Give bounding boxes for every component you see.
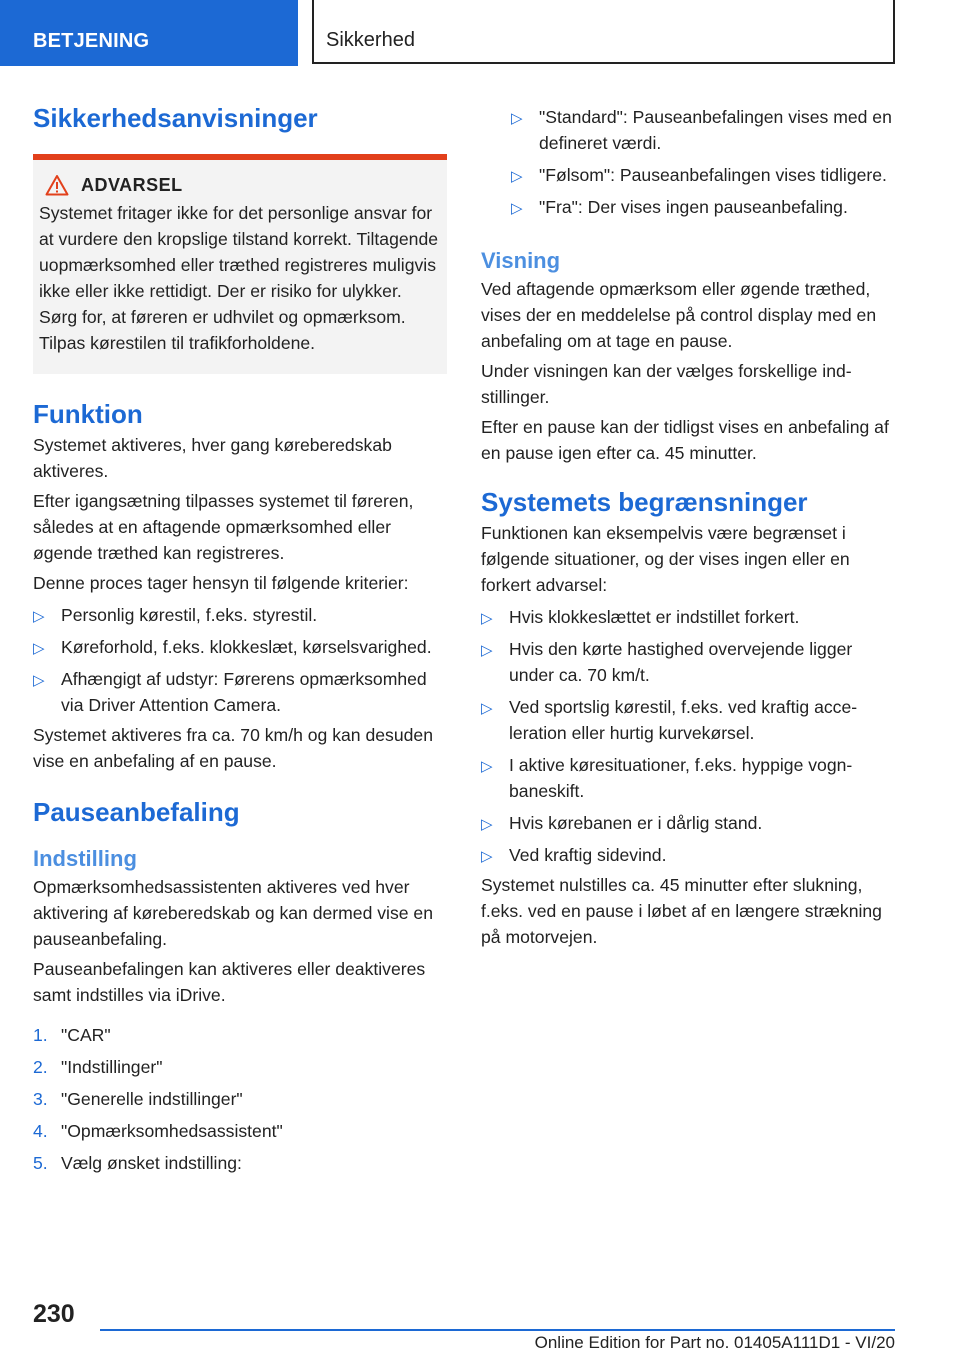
paragraph: Opmærksomhedsassistenten aktiveres ved hver aktivering af køreberedskab og kan dermed vise en pauseanbefaling. bbox=[33, 877, 433, 949]
heading-safety: Sikkerhedsanvisninger bbox=[33, 103, 318, 133]
limits-list bbox=[481, 604, 895, 868]
page-number: 230 bbox=[33, 1300, 75, 1328]
paragraph: Systemet aktiveres, hver gang køreberedskab aktiveres. bbox=[33, 435, 392, 481]
step-number: 2. bbox=[33, 1057, 48, 1077]
subheading-setting: Indstilling bbox=[33, 846, 137, 871]
triangle-bullet-icon: ▷ bbox=[511, 200, 523, 217]
list-item: ▷ Ved sportslig kørestil, f.eks. ved kraftig acceleration eller hurtig kurvekørsel. bbox=[481, 697, 858, 743]
list-item: ▷ Ved kraftig sidevind. bbox=[481, 842, 895, 868]
list-item: 1. "CAR" bbox=[33, 1022, 447, 1048]
triangle-bullet-icon: ▷ bbox=[481, 700, 493, 717]
footer-divider bbox=[100, 1329, 895, 1331]
triangle-bullet-icon: ▷ bbox=[481, 758, 493, 775]
triangle-bullet-icon: ▷ bbox=[481, 642, 493, 659]
paragraph: Ved aftagende opmærksom eller øgende træthed, vises der en meddelelse på control display med en anbefaling om at tage en pause. bbox=[481, 279, 877, 351]
steps-list bbox=[33, 1022, 447, 1176]
warning-title: ADVARSEL bbox=[81, 174, 183, 195]
list-item: ▷ Hvis klokkeslættet er indstillet forkert. bbox=[481, 604, 895, 630]
paragraph: Systemet nulstilles ca. 45 minutter efter slukning, f.eks. ved en pause i løbet af en længere strækning på motorvejen. bbox=[481, 875, 882, 947]
heading-function: Funktion bbox=[33, 399, 143, 429]
list-item: ▷ I aktive køresituationer, f.eks. hyppige vognbaneskift. bbox=[481, 755, 853, 801]
list-item: ▷ Køreforhold, f.eks. klokkeslæt, kørselsvarighed. bbox=[33, 634, 447, 660]
list-item: ▷ Personlig kørestil, f.eks. styrestil. bbox=[33, 602, 447, 628]
triangle-bullet-icon: ▷ bbox=[511, 168, 523, 185]
options-list bbox=[481, 104, 895, 220]
list-item: ▷ "Standard": Pauseanbefalingen vises med en defineret værdi. bbox=[511, 107, 892, 153]
triangle-bullet-icon: ▷ bbox=[33, 608, 45, 625]
list-item: ▷ Hvis kørebanen er i dårlig stand. bbox=[481, 810, 895, 836]
list-item: 5. Vælg ønsket indstilling: bbox=[33, 1150, 447, 1176]
paragraph: Systemet aktiveres fra ca. 70 km/h og kan desuden vise en anbefaling af en pause. bbox=[33, 725, 433, 771]
triangle-bullet-icon: ▷ bbox=[481, 610, 493, 627]
list-item: ▷ "Følsom": Pauseanbefalingen vises tidligere. bbox=[511, 162, 895, 188]
list-item: 3. "Generelle indstillinger" bbox=[33, 1086, 447, 1112]
list-item: 2. "Indstillinger" bbox=[33, 1054, 447, 1080]
list-item: ▷ Afhængigt af udstyr: Førerens opmærksomhed via Driver Attention Camera. bbox=[33, 669, 427, 715]
chapter-tab: BETJENING bbox=[0, 0, 298, 66]
heading-limits: Systemets begrænsninger bbox=[481, 487, 808, 517]
triangle-bullet-icon: ▷ bbox=[33, 672, 45, 689]
left-column bbox=[33, 100, 447, 1182]
step-number: 4. bbox=[33, 1121, 48, 1141]
list-item: 4. "Opmærksomhedsassistent" bbox=[33, 1118, 447, 1144]
paragraph: Under visningen kan der vælges forskellige indstillinger. bbox=[481, 361, 852, 407]
step-number: 5. bbox=[33, 1153, 48, 1173]
heading-pause: Pauseanbefaling bbox=[33, 797, 240, 827]
subheading-display: Visning bbox=[481, 248, 561, 273]
triangle-bullet-icon: ▷ bbox=[481, 816, 493, 833]
paragraph: Funktionen kan eksempelvis være begrænset i følgende situationer, og der vises ingen eller en forkert advarsel: bbox=[481, 523, 850, 595]
step-number: 1. bbox=[33, 1025, 48, 1045]
warning-text: Systemet fritager ikke for det personlige ansvar for at vurdere den kropslige tilstand korrekt. Tiltagende uopmærksomhed eller træthed registreres muligvis ikke eller ikke rettidigt. Der er risiko for ulykker. Sørg for, at føreren er udhvilet og opmærksom. Tilpas kørestilen til trafikforholdene. bbox=[39, 203, 439, 353]
step-number: 3. bbox=[33, 1089, 48, 1109]
triangle-bullet-icon: ▷ bbox=[511, 110, 523, 127]
paragraph: Efter en pause kan der tidligst vises en anbefaling af en pause igen efter ca. 45 minutter. bbox=[481, 417, 889, 463]
paragraph: Denne proces tager hensyn til følgende kriterier: bbox=[33, 573, 409, 593]
list-item: ▷ "Fra": Der vises ingen pauseanbefaling. bbox=[511, 194, 895, 220]
paragraph: Efter igangsætning tilpasses systemet til føreren, således at en aftagende opmærksomhed eller øgende træthed kan registreres. bbox=[33, 491, 414, 563]
section-title: Sikkerhed bbox=[312, 0, 895, 64]
criteria-list bbox=[33, 602, 447, 718]
list-item: ▷ Hvis den kørte hastighed overvejende ligger under ca. 70 km/t. bbox=[481, 639, 853, 685]
warning-triangle-icon bbox=[45, 174, 69, 196]
warning-header bbox=[39, 174, 441, 196]
triangle-bullet-icon: ▷ bbox=[481, 848, 493, 865]
paragraph: Pauseanbefalingen kan aktiveres eller deaktiveres samt indstilles via iDrive. bbox=[33, 959, 426, 1005]
triangle-bullet-icon: ▷ bbox=[33, 640, 45, 657]
edition-text: Online Edition for Part no. 01405A111D1 - VI/20 bbox=[534, 1333, 895, 1352]
page-header bbox=[0, 0, 960, 66]
right-column bbox=[481, 104, 895, 950]
warning-box bbox=[33, 154, 447, 374]
